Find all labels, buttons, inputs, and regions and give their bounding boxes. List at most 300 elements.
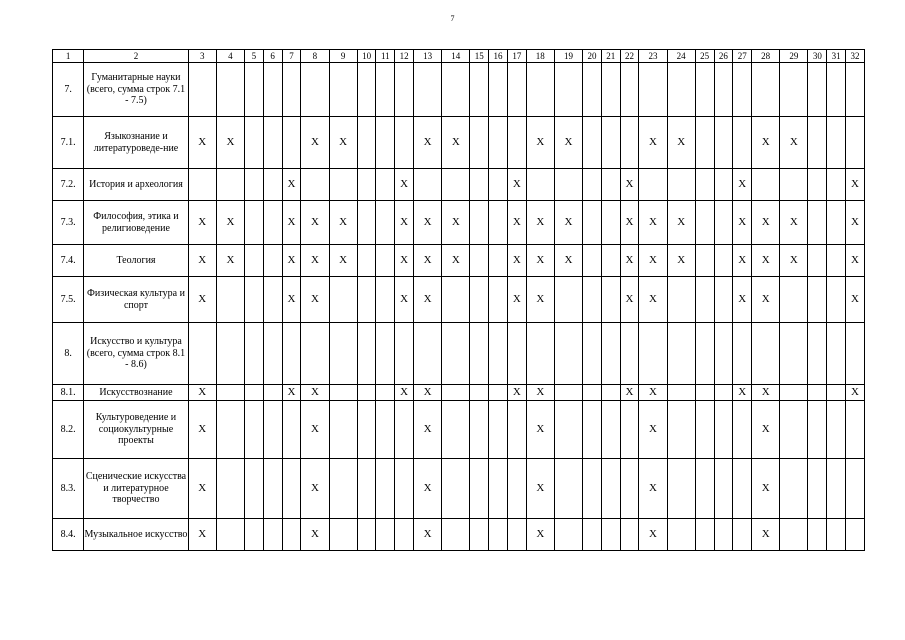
mark-cell: X bbox=[733, 245, 752, 277]
empty-cell bbox=[216, 63, 244, 117]
empty-cell bbox=[395, 63, 414, 117]
empty-cell bbox=[245, 245, 264, 277]
row-label: Теология bbox=[84, 245, 188, 277]
empty-cell bbox=[263, 401, 282, 459]
mark-cell: X bbox=[526, 401, 554, 459]
table-row bbox=[53, 519, 865, 551]
empty-cell bbox=[263, 323, 282, 385]
row-number: 8. bbox=[53, 323, 84, 385]
empty-cell bbox=[583, 117, 602, 169]
mark-cell: X bbox=[301, 245, 329, 277]
mark-cell: X bbox=[414, 277, 442, 323]
mark-cell: X bbox=[526, 201, 554, 245]
empty-cell bbox=[188, 323, 216, 385]
row-number: 7.1. bbox=[53, 117, 84, 169]
empty-cell bbox=[282, 117, 301, 169]
empty-cell bbox=[714, 401, 733, 459]
empty-cell bbox=[808, 277, 827, 323]
empty-cell bbox=[695, 277, 714, 323]
mark-cell: X bbox=[554, 201, 582, 245]
empty-cell bbox=[329, 277, 357, 323]
mark-cell: X bbox=[780, 117, 808, 169]
empty-cell bbox=[395, 117, 414, 169]
empty-cell bbox=[714, 201, 733, 245]
mark-cell: X bbox=[301, 385, 329, 401]
empty-cell bbox=[245, 459, 264, 519]
empty-cell bbox=[489, 519, 508, 551]
mark-cell: X bbox=[733, 277, 752, 323]
mark-cell: X bbox=[639, 201, 667, 245]
table-row bbox=[53, 323, 865, 385]
mark-cell: X bbox=[188, 277, 216, 323]
empty-cell bbox=[507, 401, 526, 459]
header-cell: 32 bbox=[846, 50, 865, 63]
empty-cell bbox=[554, 401, 582, 459]
empty-cell bbox=[601, 169, 620, 201]
header-cell: 11 bbox=[376, 50, 395, 63]
empty-cell bbox=[329, 323, 357, 385]
header-cell: 14 bbox=[442, 50, 470, 63]
empty-cell bbox=[808, 459, 827, 519]
mark-cell: X bbox=[395, 201, 414, 245]
empty-cell bbox=[780, 277, 808, 323]
mark-cell: X bbox=[188, 201, 216, 245]
empty-cell bbox=[489, 459, 508, 519]
empty-cell bbox=[752, 323, 780, 385]
row-number: 8.1. bbox=[53, 385, 84, 401]
empty-cell bbox=[414, 323, 442, 385]
mark-cell: X bbox=[752, 385, 780, 401]
empty-cell bbox=[583, 323, 602, 385]
empty-cell bbox=[395, 459, 414, 519]
empty-cell bbox=[667, 519, 695, 551]
empty-cell bbox=[601, 459, 620, 519]
empty-cell bbox=[329, 385, 357, 401]
empty-cell bbox=[245, 277, 264, 323]
mark-cell: X bbox=[188, 385, 216, 401]
empty-cell bbox=[601, 519, 620, 551]
empty-cell bbox=[489, 277, 508, 323]
row-label: Философия, этика и религиоведение bbox=[84, 201, 188, 245]
empty-cell bbox=[733, 519, 752, 551]
header-cell: 24 bbox=[667, 50, 695, 63]
mark-cell: X bbox=[780, 245, 808, 277]
mark-cell: X bbox=[507, 201, 526, 245]
empty-cell bbox=[357, 245, 376, 277]
empty-cell bbox=[489, 169, 508, 201]
mark-cell: X bbox=[329, 117, 357, 169]
row-label: История и археология bbox=[84, 169, 188, 201]
empty-cell bbox=[714, 519, 733, 551]
empty-cell bbox=[376, 245, 395, 277]
empty-cell bbox=[245, 519, 264, 551]
empty-cell bbox=[470, 169, 489, 201]
mark-cell: X bbox=[639, 385, 667, 401]
mark-cell: X bbox=[188, 401, 216, 459]
empty-cell bbox=[470, 277, 489, 323]
empty-cell bbox=[639, 169, 667, 201]
header-cell: 5 bbox=[245, 50, 264, 63]
header-cell: 2 bbox=[84, 50, 188, 63]
empty-cell bbox=[554, 277, 582, 323]
empty-cell bbox=[827, 63, 846, 117]
empty-cell bbox=[583, 277, 602, 323]
empty-cell bbox=[245, 63, 264, 117]
header-cell: 1 bbox=[53, 50, 84, 63]
empty-cell bbox=[733, 401, 752, 459]
header-cell: 16 bbox=[489, 50, 508, 63]
empty-cell bbox=[667, 323, 695, 385]
empty-cell bbox=[714, 169, 733, 201]
empty-cell bbox=[808, 245, 827, 277]
empty-cell bbox=[376, 401, 395, 459]
empty-cell bbox=[282, 519, 301, 551]
empty-cell bbox=[442, 169, 470, 201]
mark-cell: X bbox=[507, 385, 526, 401]
mark-cell: X bbox=[526, 245, 554, 277]
mark-cell: X bbox=[282, 201, 301, 245]
mark-cell: X bbox=[620, 385, 639, 401]
empty-cell bbox=[216, 519, 244, 551]
empty-cell bbox=[667, 385, 695, 401]
mark-cell: X bbox=[667, 201, 695, 245]
row-label: Искусствознание bbox=[84, 385, 188, 401]
row-label: Физическая культура и спорт bbox=[84, 277, 188, 323]
empty-cell bbox=[714, 245, 733, 277]
empty-cell bbox=[470, 117, 489, 169]
empty-cell bbox=[376, 459, 395, 519]
empty-cell bbox=[780, 385, 808, 401]
mark-cell: X bbox=[733, 169, 752, 201]
empty-cell bbox=[583, 385, 602, 401]
empty-cell bbox=[601, 201, 620, 245]
empty-cell bbox=[846, 519, 865, 551]
empty-cell bbox=[846, 459, 865, 519]
row-label: Гуманитарные науки (всего, сумма строк 7.1 - 7.5) bbox=[84, 63, 188, 117]
empty-cell bbox=[357, 459, 376, 519]
empty-cell bbox=[489, 401, 508, 459]
empty-cell bbox=[263, 277, 282, 323]
mark-cell: X bbox=[188, 459, 216, 519]
empty-cell bbox=[489, 117, 508, 169]
empty-cell bbox=[282, 459, 301, 519]
empty-cell bbox=[470, 63, 489, 117]
mark-cell: X bbox=[282, 385, 301, 401]
mark-cell: X bbox=[188, 519, 216, 551]
mark-cell: X bbox=[846, 385, 865, 401]
row-label: Языкознание и литературоведе-ние bbox=[84, 117, 188, 169]
empty-cell bbox=[188, 169, 216, 201]
empty-cell bbox=[245, 385, 264, 401]
header-cell: 9 bbox=[329, 50, 357, 63]
empty-cell bbox=[376, 201, 395, 245]
mark-cell: X bbox=[526, 117, 554, 169]
table-row bbox=[53, 201, 865, 245]
empty-cell bbox=[216, 277, 244, 323]
mark-cell: X bbox=[414, 519, 442, 551]
empty-cell bbox=[470, 519, 489, 551]
mark-cell: X bbox=[639, 117, 667, 169]
empty-cell bbox=[714, 385, 733, 401]
empty-cell bbox=[470, 201, 489, 245]
mark-cell: X bbox=[667, 245, 695, 277]
row-number: 7.4. bbox=[53, 245, 84, 277]
empty-cell bbox=[827, 201, 846, 245]
empty-cell bbox=[601, 323, 620, 385]
mark-cell: X bbox=[414, 201, 442, 245]
empty-cell bbox=[808, 385, 827, 401]
empty-cell bbox=[752, 169, 780, 201]
mark-cell: X bbox=[639, 519, 667, 551]
empty-cell bbox=[601, 401, 620, 459]
header-row bbox=[53, 50, 865, 63]
empty-cell bbox=[714, 323, 733, 385]
empty-cell bbox=[808, 117, 827, 169]
classification-table bbox=[52, 49, 865, 551]
empty-cell bbox=[395, 323, 414, 385]
empty-cell bbox=[846, 323, 865, 385]
empty-cell bbox=[827, 277, 846, 323]
empty-cell bbox=[301, 63, 329, 117]
empty-cell bbox=[620, 401, 639, 459]
mark-cell: X bbox=[620, 277, 639, 323]
empty-cell bbox=[827, 245, 846, 277]
empty-cell bbox=[263, 201, 282, 245]
empty-cell bbox=[780, 169, 808, 201]
table-row bbox=[53, 117, 865, 169]
row-label: Музыкальное искусство bbox=[84, 519, 188, 551]
empty-cell bbox=[216, 401, 244, 459]
empty-cell bbox=[442, 277, 470, 323]
empty-cell bbox=[583, 245, 602, 277]
empty-cell bbox=[695, 201, 714, 245]
empty-cell bbox=[583, 401, 602, 459]
empty-cell bbox=[245, 323, 264, 385]
empty-cell bbox=[846, 117, 865, 169]
empty-cell bbox=[733, 63, 752, 117]
mark-cell: X bbox=[216, 201, 244, 245]
table-row bbox=[53, 245, 865, 277]
empty-cell bbox=[780, 519, 808, 551]
table-row bbox=[53, 277, 865, 323]
empty-cell bbox=[808, 201, 827, 245]
empty-cell bbox=[554, 459, 582, 519]
empty-cell bbox=[357, 385, 376, 401]
empty-cell bbox=[376, 63, 395, 117]
header-cell: 29 bbox=[780, 50, 808, 63]
empty-cell bbox=[216, 385, 244, 401]
mark-cell: X bbox=[752, 519, 780, 551]
empty-cell bbox=[507, 459, 526, 519]
mark-cell: X bbox=[554, 245, 582, 277]
empty-cell bbox=[526, 169, 554, 201]
mark-cell: X bbox=[282, 169, 301, 201]
empty-cell bbox=[357, 201, 376, 245]
table-row bbox=[53, 169, 865, 201]
header-cell: 25 bbox=[695, 50, 714, 63]
empty-cell bbox=[301, 323, 329, 385]
empty-cell bbox=[263, 519, 282, 551]
empty-cell bbox=[827, 459, 846, 519]
empty-cell bbox=[442, 519, 470, 551]
mark-cell: X bbox=[507, 277, 526, 323]
row-number: 8.3. bbox=[53, 459, 84, 519]
mark-cell: X bbox=[846, 277, 865, 323]
empty-cell bbox=[245, 169, 264, 201]
empty-cell bbox=[507, 519, 526, 551]
mark-cell: X bbox=[752, 245, 780, 277]
empty-cell bbox=[620, 519, 639, 551]
mark-cell: X bbox=[620, 245, 639, 277]
header-cell: 3 bbox=[188, 50, 216, 63]
mark-cell: X bbox=[752, 401, 780, 459]
mark-cell: X bbox=[554, 117, 582, 169]
empty-cell bbox=[357, 277, 376, 323]
empty-cell bbox=[526, 323, 554, 385]
header-cell: 7 bbox=[282, 50, 301, 63]
empty-cell bbox=[376, 277, 395, 323]
empty-cell bbox=[395, 519, 414, 551]
empty-cell bbox=[846, 63, 865, 117]
mark-cell: X bbox=[526, 385, 554, 401]
row-number: 8.4. bbox=[53, 519, 84, 551]
empty-cell bbox=[667, 401, 695, 459]
empty-cell bbox=[554, 385, 582, 401]
empty-cell bbox=[329, 401, 357, 459]
empty-cell bbox=[583, 169, 602, 201]
empty-cell bbox=[695, 63, 714, 117]
empty-cell bbox=[442, 63, 470, 117]
mark-cell: X bbox=[395, 245, 414, 277]
mark-cell: X bbox=[216, 245, 244, 277]
empty-cell bbox=[470, 323, 489, 385]
mark-cell: X bbox=[414, 459, 442, 519]
row-label: Искусство и культура (всего, сумма строк 8.1 - 8.6) bbox=[84, 323, 188, 385]
empty-cell bbox=[601, 277, 620, 323]
row-number: 7. bbox=[53, 63, 84, 117]
mark-cell: X bbox=[301, 117, 329, 169]
empty-cell bbox=[827, 401, 846, 459]
empty-cell bbox=[442, 385, 470, 401]
mark-cell: X bbox=[414, 385, 442, 401]
empty-cell bbox=[329, 459, 357, 519]
empty-cell bbox=[507, 323, 526, 385]
empty-cell bbox=[667, 63, 695, 117]
empty-cell bbox=[695, 459, 714, 519]
mark-cell: X bbox=[442, 245, 470, 277]
empty-cell bbox=[733, 117, 752, 169]
empty-cell bbox=[583, 519, 602, 551]
header-cell: 23 bbox=[639, 50, 667, 63]
empty-cell bbox=[667, 459, 695, 519]
empty-cell bbox=[695, 245, 714, 277]
empty-cell bbox=[714, 117, 733, 169]
header-cell: 12 bbox=[395, 50, 414, 63]
empty-cell bbox=[357, 169, 376, 201]
empty-cell bbox=[620, 63, 639, 117]
mark-cell: X bbox=[620, 169, 639, 201]
empty-cell bbox=[376, 385, 395, 401]
empty-cell bbox=[827, 169, 846, 201]
mark-cell: X bbox=[301, 519, 329, 551]
mark-cell: X bbox=[188, 117, 216, 169]
mark-cell: X bbox=[282, 245, 301, 277]
empty-cell bbox=[583, 459, 602, 519]
mark-cell: X bbox=[282, 277, 301, 323]
empty-cell bbox=[282, 63, 301, 117]
row-label: Культуроведение и социокультурные проекты bbox=[84, 401, 188, 459]
empty-cell bbox=[695, 323, 714, 385]
empty-cell bbox=[414, 169, 442, 201]
row-label: Сценические искусства и литературное творчество bbox=[84, 459, 188, 519]
empty-cell bbox=[695, 169, 714, 201]
empty-cell bbox=[620, 459, 639, 519]
header-cell: 19 bbox=[554, 50, 582, 63]
header-cell: 15 bbox=[470, 50, 489, 63]
empty-cell bbox=[583, 201, 602, 245]
empty-cell bbox=[695, 401, 714, 459]
row-number: 7.2. bbox=[53, 169, 84, 201]
mark-cell: X bbox=[846, 245, 865, 277]
mark-cell: X bbox=[752, 201, 780, 245]
empty-cell bbox=[395, 401, 414, 459]
empty-cell bbox=[329, 519, 357, 551]
empty-cell bbox=[808, 63, 827, 117]
empty-cell bbox=[376, 117, 395, 169]
empty-cell bbox=[714, 277, 733, 323]
empty-cell bbox=[780, 459, 808, 519]
empty-cell bbox=[301, 169, 329, 201]
empty-cell bbox=[414, 63, 442, 117]
empty-cell bbox=[733, 459, 752, 519]
empty-cell bbox=[714, 459, 733, 519]
empty-cell bbox=[489, 385, 508, 401]
empty-cell bbox=[442, 323, 470, 385]
empty-cell bbox=[489, 245, 508, 277]
empty-cell bbox=[639, 63, 667, 117]
header-cell: 26 bbox=[714, 50, 733, 63]
mark-cell: X bbox=[442, 201, 470, 245]
empty-cell bbox=[329, 169, 357, 201]
empty-cell bbox=[470, 245, 489, 277]
empty-cell bbox=[827, 323, 846, 385]
mark-cell: X bbox=[639, 277, 667, 323]
mark-cell: X bbox=[395, 277, 414, 323]
empty-cell bbox=[808, 323, 827, 385]
empty-cell bbox=[489, 201, 508, 245]
empty-cell bbox=[376, 169, 395, 201]
empty-cell bbox=[188, 63, 216, 117]
mark-cell: X bbox=[507, 245, 526, 277]
header-cell: 4 bbox=[216, 50, 244, 63]
mark-cell: X bbox=[639, 459, 667, 519]
mark-cell: X bbox=[526, 277, 554, 323]
mark-cell: X bbox=[639, 245, 667, 277]
mark-cell: X bbox=[414, 401, 442, 459]
empty-cell bbox=[357, 63, 376, 117]
header-cell: 27 bbox=[733, 50, 752, 63]
header-cell: 17 bbox=[507, 50, 526, 63]
empty-cell bbox=[827, 117, 846, 169]
empty-cell bbox=[263, 459, 282, 519]
mark-cell: X bbox=[733, 385, 752, 401]
empty-cell bbox=[554, 169, 582, 201]
mark-cell: X bbox=[752, 117, 780, 169]
table-row bbox=[53, 385, 865, 401]
empty-cell bbox=[846, 401, 865, 459]
mark-cell: X bbox=[329, 245, 357, 277]
empty-cell bbox=[357, 519, 376, 551]
